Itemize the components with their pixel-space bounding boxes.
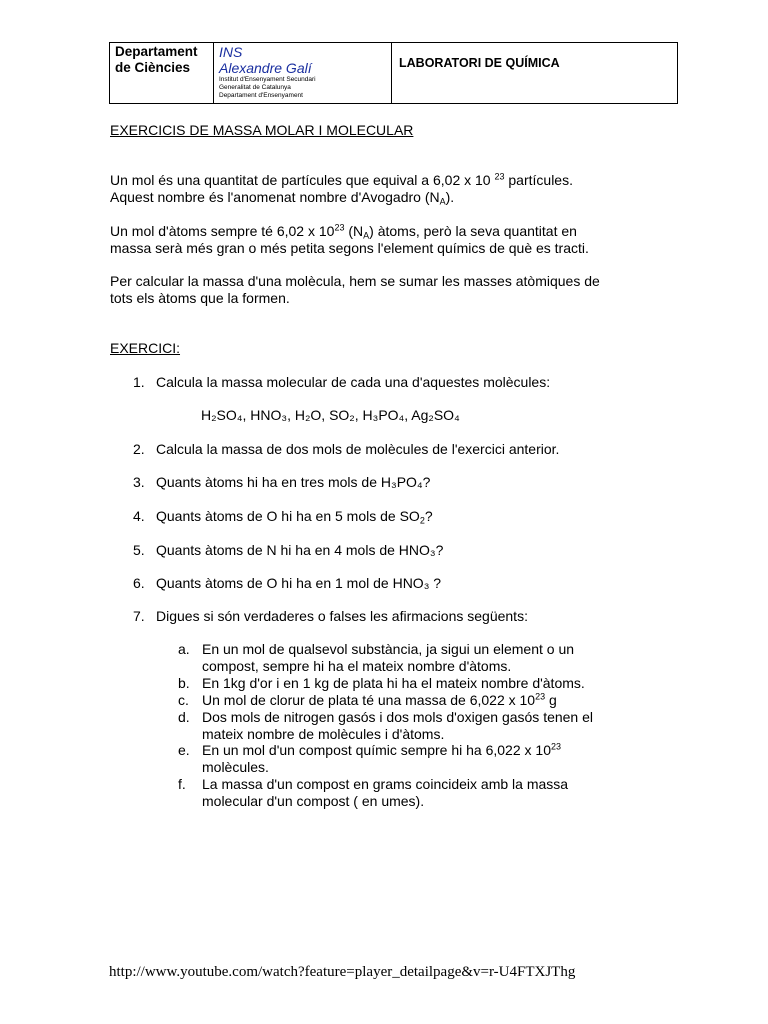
header-table (109, 42, 678, 104)
intro-p2-line1: Un mol d'àtoms sempre té 6,02 x $10^{23}$ $(N_A)$ àtoms, però la seva quantitat en (110, 222, 577, 241)
intro-p2-line2: massa serà més gran o més petita segons l'element químics de què es tracti. (110, 240, 589, 256)
exercise-item-4: 4. Quants àtoms de O hi ha en 5 mols de $SO_2$? (133, 508, 433, 526)
exercise-item-1: 1. Calcula la massa molecular de cada una d'aquestes molècules: (133, 374, 551, 390)
lab-title: LABORATORI DE QUÍMICA (399, 56, 560, 70)
statement-d: d. Dos mols de nitrogen gasós i dos mols d'oxigen gasós tenen el mateix nombre de molècules i d'àtoms. (178, 709, 594, 742)
school-prefix: INS (219, 44, 243, 60)
department-cell (110, 43, 214, 103)
page-title: EXERCICIS DE MASSA MOLAR I MOLECULAR (110, 122, 414, 138)
intro-p3-line1: Per calcular la massa d'una molècula, hem se sumar les masses atòmiques de (110, 273, 600, 289)
exercise-item-7: 7. Digues si són verdaderes o falses les afirmacions següents: (133, 608, 528, 624)
exercise-item-3: 3. Quants àtoms hi ha en tres mols de H₃PO₄? (133, 474, 431, 490)
exercise-item-5: 5. Quants àtoms de N hi ha en 4 mols de HNO₃? (133, 542, 444, 558)
school-subtitle-1: Institut d'Ensenyament Secundari (219, 76, 316, 83)
intro-paragraph-2 (110, 223, 589, 257)
formula-list: H₂SO₄, HNO₃, H₂O, SO₂, H₃PO₄, Ag₂SO₄ (201, 407, 460, 423)
intro-p3-line2: tots els àtoms que la formen. (110, 290, 290, 306)
exercise-heading: EXERCICI: (110, 340, 181, 356)
statement-a: a. En un mol de qualsevol substància, ja sigui un element o un compost, sempre hi ha el mateix nombre d'àtoms. (178, 641, 575, 674)
statement-b: b. En 1kg d'or i en 1 kg de plata hi ha el mateix nombre d'àtoms. (178, 675, 585, 691)
statement-e: e. En un mol d'un compost químic sempre hi ha 6,022 x $10^{23}$ molècules. (178, 741, 561, 775)
department-line2: de Ciències (115, 60, 191, 75)
exercise-item-2: 2. Calcula la massa de dos mols de molècules de l'exercici anterior. (133, 441, 560, 457)
intro-p1-line1: Un mol és una quantitat de partícules que equival a 6,02 x 10 $^{23}$ partícules. (110, 171, 573, 188)
school-subtitle-3: Departament d'Ensenyament (219, 92, 303, 99)
footer-url: http://www.youtube.com/watch?feature=player_detailpage&v=r-U4FTXJThg (109, 964, 576, 980)
school-name: Alexandre Galí (219, 60, 312, 76)
intro-paragraph-3 (110, 273, 600, 307)
department-line1: Departament (115, 44, 198, 59)
statement-c: c. Un mol de clorur de plata té una massa de 6,022 x $10^{23}$ g (178, 691, 557, 708)
intro-paragraph-1 (110, 172, 573, 206)
intro-p1-line2: Aquest nombre és l'anomenat nombre d'Avogadro $(N_A)$. (110, 189, 455, 207)
lab-cell (392, 43, 677, 103)
exercise-item-6: 6. Quants àtoms de O hi ha en 1 mol de HNO₃ ? (133, 575, 442, 591)
school-cell (214, 43, 392, 103)
statement-f: f. La massa d'un compost en grams coincideix amb la massa molecular d'un compost ( en umes). (178, 776, 569, 809)
school-subtitle-2: Generalitat de Catalunya (219, 84, 291, 91)
